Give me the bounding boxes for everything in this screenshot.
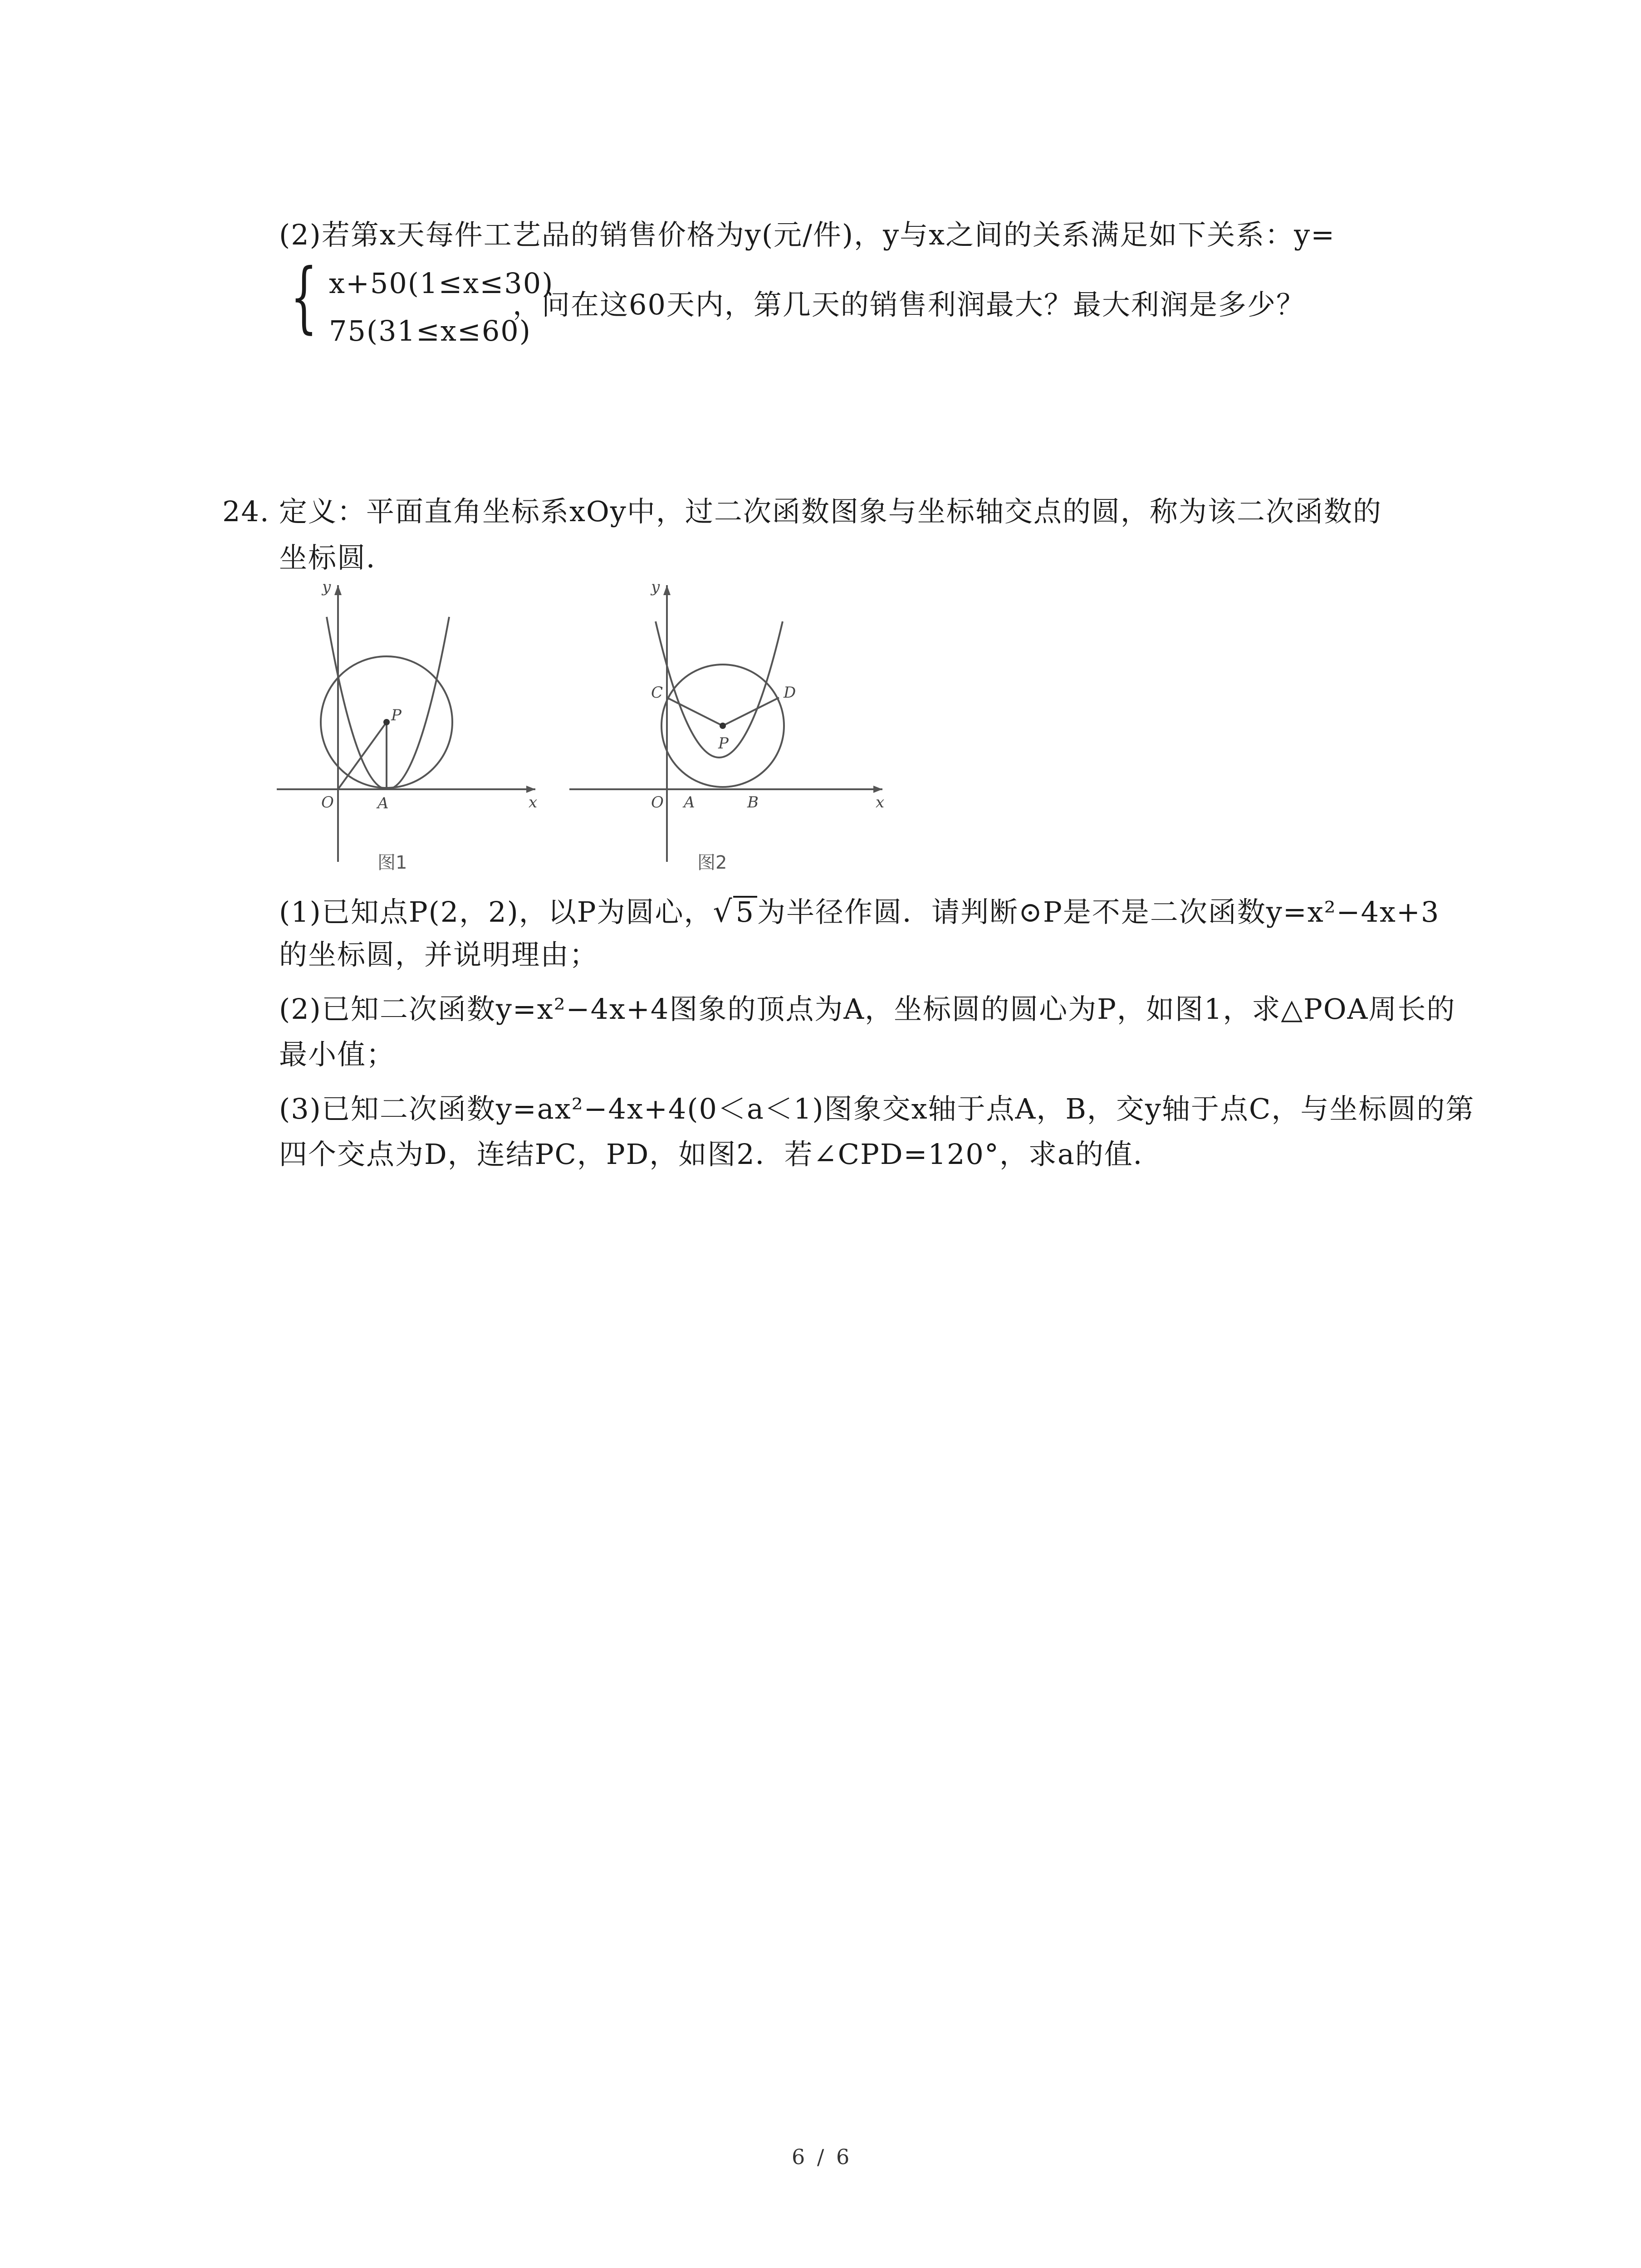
label-x: x xyxy=(529,793,538,811)
label-D: D xyxy=(784,684,796,702)
sqrt-radicand: 5 xyxy=(733,896,757,927)
figure-1-graph xyxy=(272,576,544,866)
q23-part2-tail: ，问在这60天内，第几天的销售利润最大？最大利润是多少？ xyxy=(513,288,1305,321)
label-A: A xyxy=(377,794,389,812)
figure-1-caption: 图1 xyxy=(377,852,407,873)
figure-2 xyxy=(565,576,892,873)
parabola xyxy=(327,617,449,789)
label-O: O xyxy=(321,793,334,811)
label-y: y xyxy=(651,578,660,596)
q24-part1-line1a: (1)已知点P(2，2)，以P为圆心， xyxy=(279,895,713,929)
label-O: O xyxy=(651,793,664,811)
q24-part1-line1 xyxy=(279,894,1440,930)
label-y: y xyxy=(322,578,331,596)
figure-2-graph xyxy=(565,576,892,866)
q24-part3-line1: (3)已知二次函数y=ax²−4x+4(0＜a＜1)图象交x轴于点A，B，交y轴于点C，与坐标圆的第 xyxy=(279,1092,1475,1125)
q24-part3-line2: 四个交点为D，连结PC，PD，如图2．若∠CPD=120°，求a的值． xyxy=(279,1138,1162,1171)
figure-2-caption: 图2 xyxy=(697,852,727,873)
q23-piece2: 75(31≤x≤60) xyxy=(329,314,531,347)
page-number: 6 / 6 xyxy=(792,2145,852,2169)
q23-piece1: x+50(1≤x≤30) xyxy=(329,267,554,300)
segment-PC xyxy=(667,698,723,726)
point-P xyxy=(383,719,390,725)
label-P: P xyxy=(391,706,402,724)
q24-part2-line2: 最小值； xyxy=(279,1038,396,1071)
sqrt-icon: √ xyxy=(713,894,733,929)
q24-definition-line2: 坐标圆． xyxy=(279,541,396,574)
q23-part2-line1: (2)若第x天每件工艺品的销售价格为y(元/件)，y与x之间的关系满足如下关系：y= xyxy=(279,218,1336,251)
label-B: B xyxy=(747,793,759,811)
label-x: x xyxy=(876,793,885,811)
label-C: C xyxy=(651,684,663,702)
q24-part1-line1b: 为半径作圆．请判断⊙P是不是二次函数y=x²−4x+3 xyxy=(757,895,1440,929)
q24-part1-line2: 的坐标圆，并说明理由； xyxy=(279,938,599,971)
point-P xyxy=(720,723,726,729)
piecewise-brace: { xyxy=(290,252,318,342)
label-A: A xyxy=(684,793,695,811)
q24-number: 24. xyxy=(222,495,270,528)
q24-definition-line1: 定义：平面直角坐标系xOy中，过二次函数图象与坐标轴交点的圆，称为该二次函数的 xyxy=(279,495,1382,528)
label-P: P xyxy=(718,734,729,753)
q24-part2-line1: (2)已知二次函数y=x²−4x+4图象的顶点为A，坐标圆的圆心为P，如图1，求△POA周长的 xyxy=(279,992,1456,1026)
segment-PO xyxy=(338,722,387,789)
figure-1 xyxy=(272,576,544,873)
